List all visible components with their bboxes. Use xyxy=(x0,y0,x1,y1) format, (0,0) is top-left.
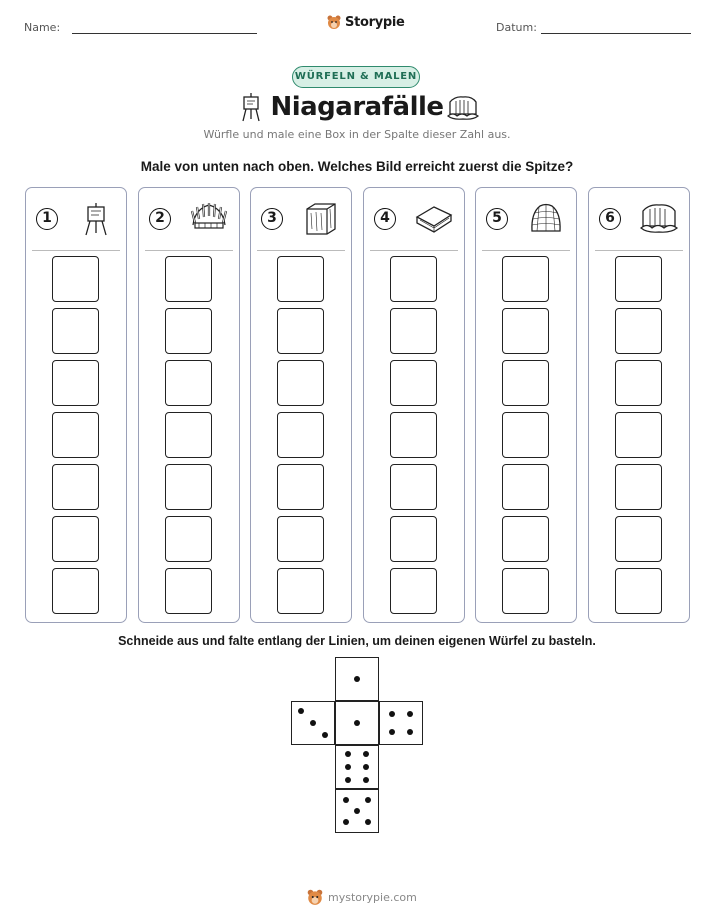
divider xyxy=(257,250,345,251)
column-5 xyxy=(475,187,577,623)
die-pip xyxy=(354,808,360,814)
divider xyxy=(595,250,683,251)
color-box[interactable] xyxy=(277,308,324,354)
color-box[interactable] xyxy=(390,308,437,354)
instruction: Male von unten nach oben. Welches Bild erreicht zuerst die Spitze? xyxy=(140,159,574,174)
color-box[interactable] xyxy=(165,568,212,614)
die-pip xyxy=(345,751,351,757)
footer-url: mystorypie.com xyxy=(328,890,417,904)
bear-icon xyxy=(306,888,324,906)
color-box[interactable] xyxy=(277,360,324,406)
die-pip xyxy=(363,777,369,783)
die-pip xyxy=(365,797,371,803)
die-pip xyxy=(407,729,413,735)
date-line[interactable] xyxy=(541,33,691,34)
color-box[interactable] xyxy=(390,412,437,458)
die-pip xyxy=(407,711,413,717)
color-box[interactable] xyxy=(52,568,99,614)
column-1 xyxy=(25,187,127,623)
column-number: 4 xyxy=(374,208,396,230)
color-box[interactable] xyxy=(52,464,99,510)
color-box[interactable] xyxy=(615,256,662,302)
brand-name: Storypie xyxy=(345,14,405,30)
color-box[interactable] xyxy=(615,412,662,458)
die-pip xyxy=(322,732,328,738)
color-box[interactable] xyxy=(390,568,437,614)
color-box[interactable] xyxy=(277,568,324,614)
die-pip xyxy=(310,720,316,726)
die-pip xyxy=(345,764,351,770)
color-box[interactable] xyxy=(277,412,324,458)
die-face-1 xyxy=(335,701,379,745)
divider xyxy=(32,250,120,251)
die-pip xyxy=(354,676,360,682)
die-pip xyxy=(389,729,395,735)
color-box[interactable] xyxy=(615,360,662,406)
die-pip xyxy=(354,720,360,726)
color-box[interactable] xyxy=(615,516,662,562)
waterfall-icon xyxy=(639,201,679,237)
date-label: Datum: xyxy=(496,21,537,34)
activity-badge: WÜRFELN & MALEN xyxy=(292,66,420,88)
die-pip xyxy=(365,819,371,825)
column-6 xyxy=(588,187,690,623)
color-box[interactable] xyxy=(502,516,549,562)
color-box[interactable] xyxy=(165,308,212,354)
cut-instruction: Schneide aus und falte entlang der Linien, um deinen eigenen Würfel zu basteln. xyxy=(118,634,596,648)
die-pip xyxy=(345,777,351,783)
color-box[interactable] xyxy=(165,412,212,458)
column-number: 5 xyxy=(486,208,508,230)
subtitle: Würfle und male eine Box in der Spalte dieser Zahl aus. xyxy=(203,128,511,141)
color-box[interactable] xyxy=(165,256,212,302)
name-label: Name: xyxy=(24,21,61,34)
color-box[interactable] xyxy=(165,516,212,562)
color-box[interactable] xyxy=(615,464,662,510)
die-face-4 xyxy=(379,701,423,745)
column-number: 1 xyxy=(36,208,58,230)
wooden-crate-icon xyxy=(301,201,341,237)
color-box[interactable] xyxy=(502,360,549,406)
color-box[interactable] xyxy=(52,516,99,562)
feather-headdress-icon xyxy=(189,201,229,237)
column-number: 6 xyxy=(599,208,621,230)
color-box[interactable] xyxy=(277,516,324,562)
color-box[interactable] xyxy=(390,360,437,406)
color-box[interactable] xyxy=(502,568,549,614)
bear-icon xyxy=(326,14,342,30)
color-box[interactable] xyxy=(390,516,437,562)
color-box[interactable] xyxy=(502,464,549,510)
brand-logo xyxy=(326,14,405,30)
column-4 xyxy=(363,187,465,623)
easel-icon xyxy=(76,201,116,237)
die-face-3 xyxy=(291,701,335,745)
die-pip xyxy=(363,764,369,770)
color-box[interactable] xyxy=(52,256,99,302)
divider xyxy=(370,250,458,251)
color-box[interactable] xyxy=(52,360,99,406)
die-pip xyxy=(298,708,304,714)
footer xyxy=(306,888,417,906)
color-box[interactable] xyxy=(615,308,662,354)
divider xyxy=(145,250,233,251)
die-pip xyxy=(343,819,349,825)
column-2 xyxy=(138,187,240,623)
column-number: 3 xyxy=(261,208,283,230)
waterfall-icon xyxy=(447,94,479,120)
color-box[interactable] xyxy=(502,256,549,302)
color-box[interactable] xyxy=(165,464,212,510)
color-box[interactable] xyxy=(165,360,212,406)
page-title: Niagarafälle xyxy=(270,92,444,122)
color-box[interactable] xyxy=(502,308,549,354)
book-icon xyxy=(414,201,454,237)
name-line[interactable] xyxy=(72,33,257,34)
column-number: 2 xyxy=(149,208,171,230)
color-box[interactable] xyxy=(502,412,549,458)
column-3 xyxy=(250,187,352,623)
color-box[interactable] xyxy=(52,308,99,354)
color-box[interactable] xyxy=(390,256,437,302)
die-face-5 xyxy=(335,789,379,833)
divider xyxy=(482,250,570,251)
rock-mound-icon xyxy=(526,201,566,237)
color-box[interactable] xyxy=(390,464,437,510)
die-pip xyxy=(363,751,369,757)
die-face-6 xyxy=(335,745,379,789)
color-box[interactable] xyxy=(615,568,662,614)
die-face-1 xyxy=(335,657,379,701)
color-box[interactable] xyxy=(277,464,324,510)
die-pip xyxy=(389,711,395,717)
color-box[interactable] xyxy=(277,256,324,302)
die-pip xyxy=(343,797,349,803)
color-box[interactable] xyxy=(52,412,99,458)
